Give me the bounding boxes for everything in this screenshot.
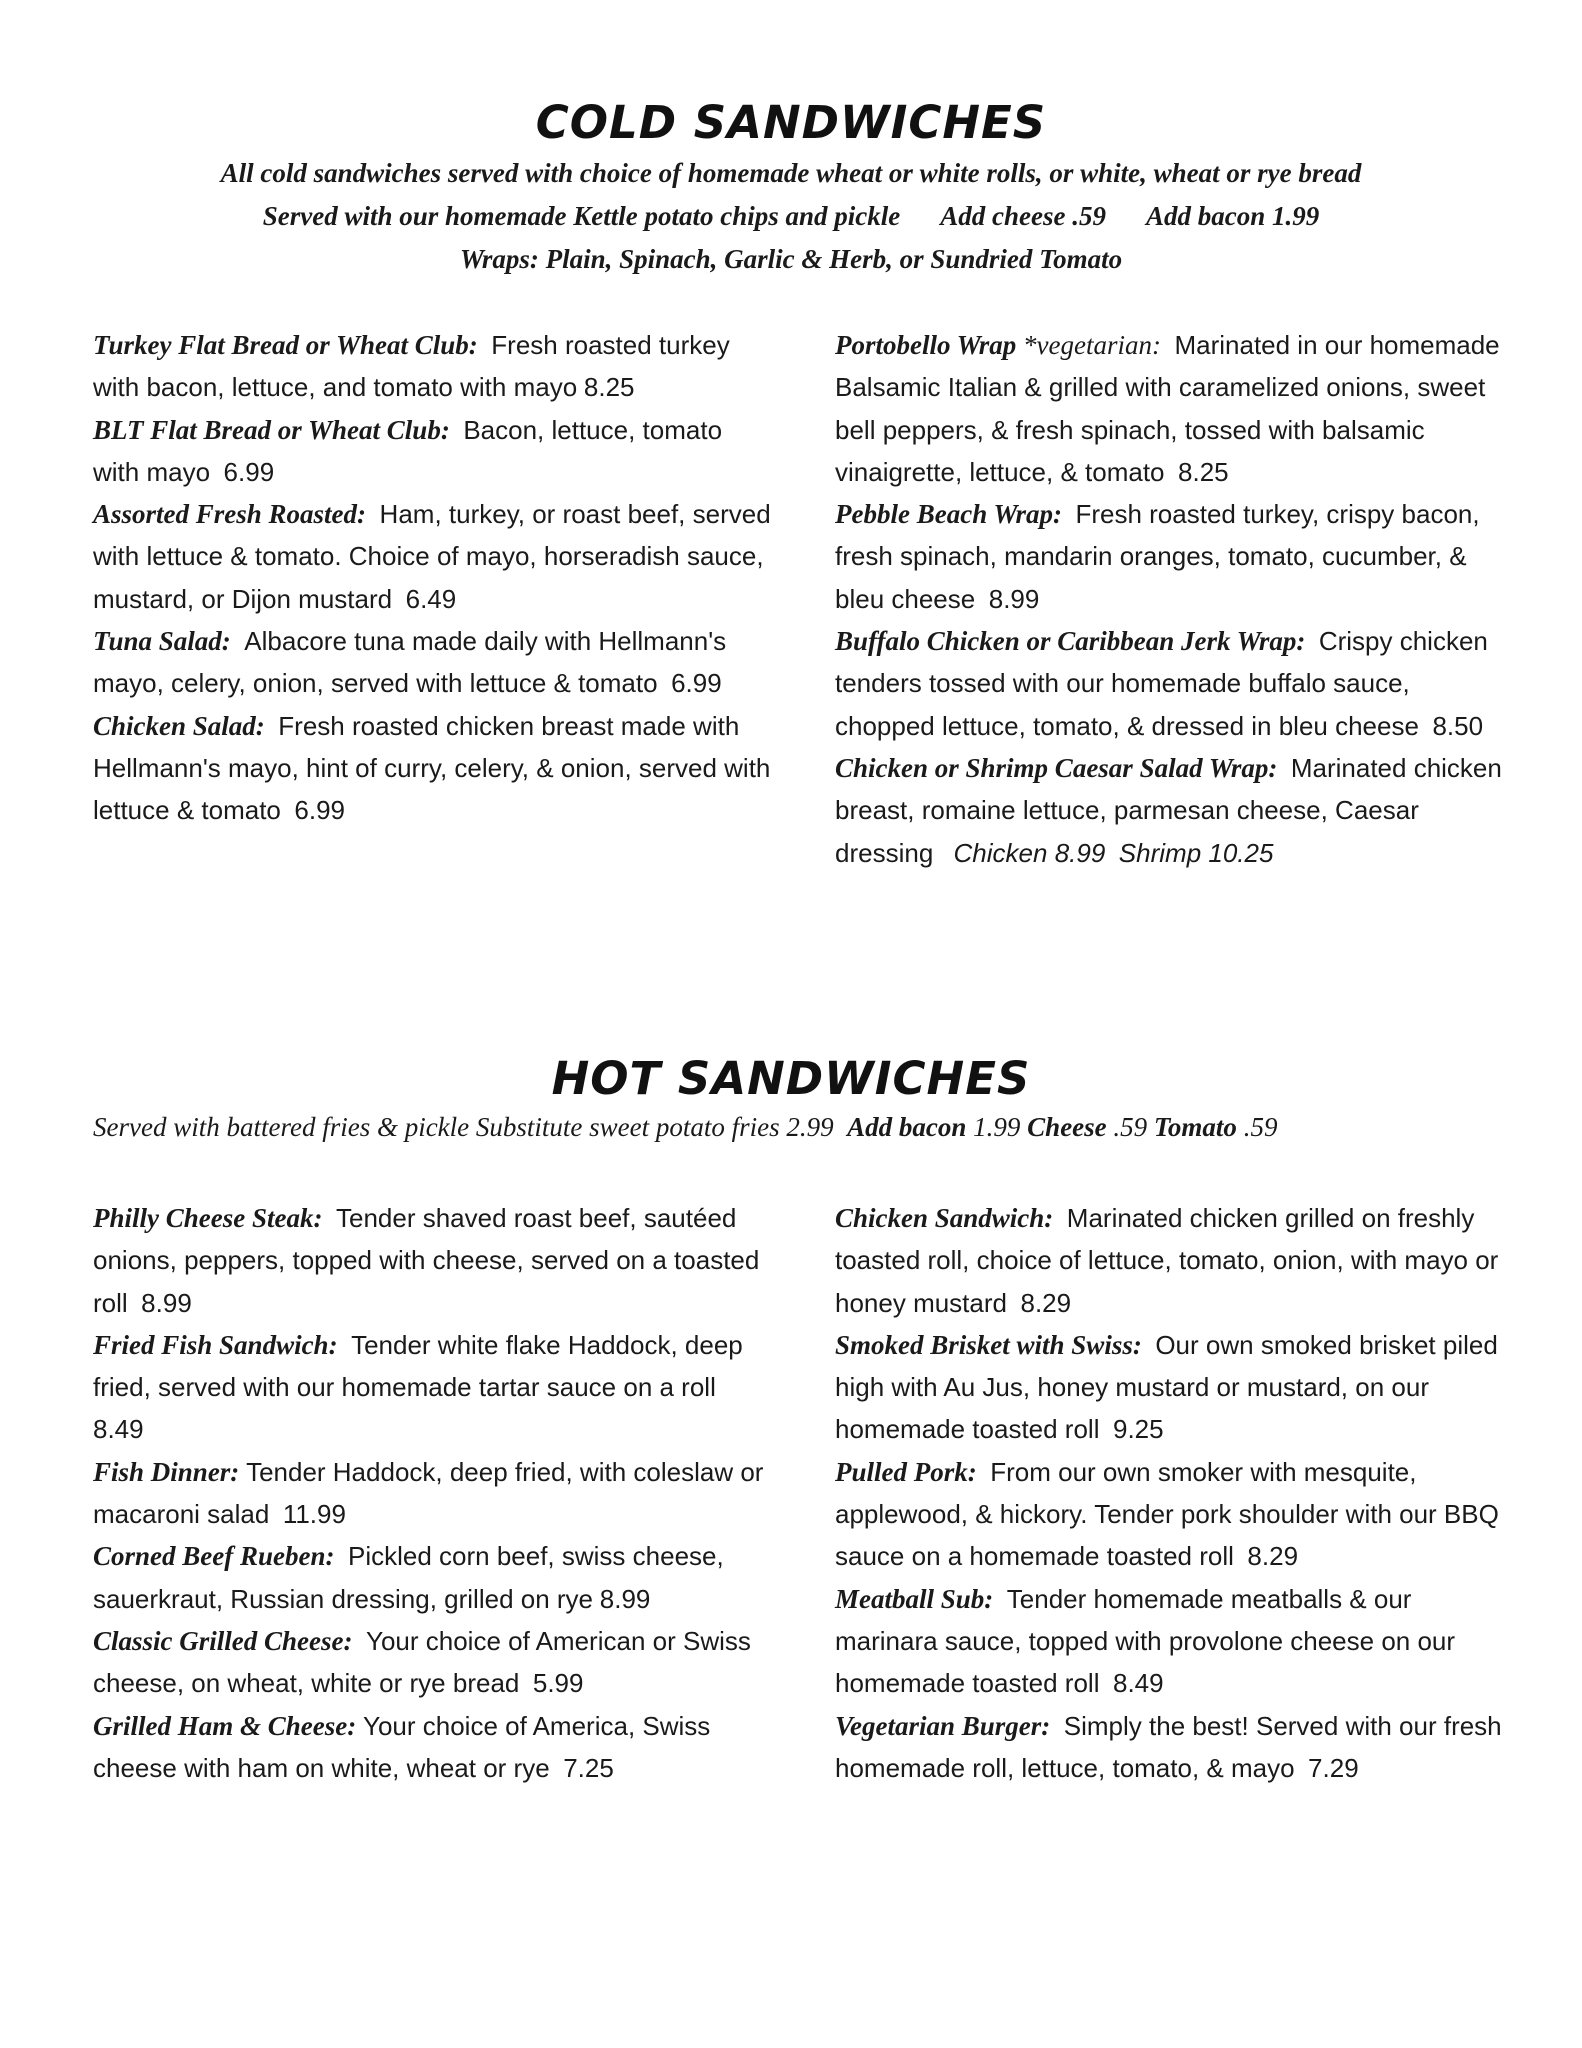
item-name: Buffalo Chicken or Caribbean Jerk Wrap: — [835, 626, 1306, 657]
item-name: Fish Dinner: — [93, 1456, 240, 1487]
menu-item — [835, 1705, 1515, 1790]
item-description: Bacon, lettuce, tomato with mayo — [93, 414, 723, 487]
menu-item — [93, 1705, 773, 1790]
vegetarian-note: *vegetarian: — [1023, 330, 1161, 360]
add-bacon-label: Add bacon — [847, 1112, 967, 1142]
menu-item — [93, 1620, 773, 1705]
menu-item — [93, 493, 773, 620]
add-tomato-label: Tomato — [1153, 1112, 1237, 1142]
item-price: 6.99 — [294, 795, 345, 826]
menu-item — [93, 1451, 773, 1536]
item-price: 8.49 — [93, 1414, 144, 1445]
item-description: Fresh roasted turkey, crispy bacon, fresh spinach, mandarin oranges, tomato, cucumber, & bleu cheese — [835, 499, 1480, 614]
hot-sides-note: Served with battered fries & pickle Substitute sweet potato fries 2.99 — [93, 1112, 834, 1142]
item-price: 6.99 — [671, 668, 722, 699]
add-bacon-price: 1.99 — [973, 1112, 1021, 1142]
menu-item — [835, 747, 1515, 874]
item-description: Marinated chicken grilled on freshly toasted roll, choice of lettuce, tomato, onion, with mayo or honey mustard — [835, 1203, 1499, 1318]
add-cheese-price: .59 — [1113, 1112, 1148, 1142]
item-name: Corned Beef Rueben: — [93, 1541, 335, 1572]
menu-item — [835, 620, 1515, 747]
cold-sandwiches-title: COLD SANDWICHES — [535, 96, 1047, 149]
item-price: 8.99 — [988, 583, 1040, 614]
item-name: Meatball Sub: — [835, 1583, 994, 1614]
item-price: 8.50 — [1432, 710, 1484, 741]
item-price: 8.29 — [1020, 1287, 1072, 1318]
item-name: Smoked Brisket with Swiss: — [835, 1329, 1142, 1360]
item-name: Pebble Beach Wrap: — [835, 499, 1062, 530]
add-tomato-price: .59 — [1243, 1112, 1278, 1142]
item-description: Marinated in our homemade Balsamic Italian & grilled with caramelized onions, sweet bell peppers, & fresh spinach, tossed with balsamic vinaigrette, lettuce, & tomato — [835, 330, 1500, 487]
cold-left-column — [93, 324, 773, 832]
menu-item — [93, 324, 773, 409]
item-name: Fried Fish Sandwich: — [93, 1329, 338, 1360]
hot-sandwiches-title: HOT SANDWICHES — [551, 1052, 1031, 1105]
menu-item — [835, 1578, 1515, 1705]
item-description: Fresh roasted chicken breast made with Hellmann's mayo, hint of curry, celery, & onion, served with lettuce & tomato — [93, 710, 771, 826]
item-description: Tender shaved roast beef, sautéed onions, peppers, topped with cheese, served on a toasted roll — [93, 1203, 760, 1318]
cold-subtitle-line-3: Wraps: Plain, Spinach, Garlic & Herb, or Sundried Tomato — [459, 244, 1123, 274]
cold-sandwiches-subtitle — [0, 152, 1582, 281]
menu-item — [93, 1324, 773, 1451]
item-name: Portobello Wrap — [835, 330, 1017, 360]
hot-right-column — [835, 1197, 1515, 1789]
cold-right-column — [835, 324, 1515, 874]
item-description: Tender homemade meatballs & our marinara sauce, topped with provolone cheese on our homemade toasted roll — [835, 1583, 1456, 1699]
menu-item — [835, 324, 1515, 493]
item-name: Chicken Sandwich: — [835, 1203, 1054, 1233]
item-description: Tender white flake Haddock, deep fried, served with our homemade tartar sauce on a roll — [93, 1329, 743, 1403]
menu-item — [835, 493, 1515, 620]
item-name: Grilled Ham & Cheese: — [93, 1710, 357, 1741]
item-description: Your choice of American or Swiss cheese, on wheat, white or rye bread — [93, 1625, 751, 1699]
item-description: Pickled corn beef, swiss cheese, sauerkraut, Russian dressing, grilled on rye — [93, 1541, 724, 1614]
menu-item — [835, 1451, 1515, 1578]
menu-item — [835, 1197, 1515, 1324]
item-price: 8.25 — [1178, 456, 1229, 487]
menu-item — [93, 409, 773, 494]
item-price: 7.25 — [563, 1752, 614, 1783]
item-description: Ham, turkey, or roast beef, served with lettuce & tomato. Choice of mayo, horseradish sauce, mustard, or Dijon mustard — [93, 499, 771, 614]
item-name: Turkey Flat Bread or Wheat Club: — [93, 330, 478, 360]
item-name: Classic Grilled Cheese: — [93, 1625, 353, 1656]
shrimp-price: Shrimp 10.25 — [1118, 837, 1274, 868]
item-description: Marinated chicken breast, romaine lettuce, parmesan cheese, Caesar dressing — [835, 752, 1502, 868]
cold-subtitle-line-1: All cold sandwiches served with choice of homemade wheat or white rolls, or white, wheat or rye bread — [220, 158, 1362, 188]
menu-item — [93, 1535, 773, 1620]
item-name: BLT Flat Bread or Wheat Club: — [93, 414, 450, 445]
item-price: 11.99 — [282, 1499, 346, 1530]
item-price: 5.99 — [532, 1668, 584, 1699]
item-price: 7.29 — [1308, 1752, 1359, 1783]
item-price: 9.25 — [1112, 1414, 1164, 1445]
add-bacon-note: Add bacon 1.99 — [1145, 201, 1320, 231]
item-price: 8.99 — [141, 1287, 192, 1318]
item-name: Tuna Salad: — [93, 626, 231, 657]
cold-subtitle-line-2 — [0, 195, 1582, 238]
item-description: Your choice of America, Swiss cheese with ham on white, wheat or rye — [93, 1710, 711, 1783]
item-description: From our own smoker with mesquite, applewood, & hickory. Tender pork shoulder with our BBQ sauce on a homemade toasted roll — [835, 1456, 1499, 1572]
menu-item — [93, 705, 773, 832]
item-description: Our own smoked brisket piled high with Au Jus, honey mustard or mustard, on our homemade toasted roll — [835, 1329, 1498, 1445]
item-name: Chicken Salad: — [93, 710, 265, 741]
item-name: Vegetarian Burger: — [835, 1710, 1051, 1741]
item-description: Fresh roasted turkey with bacon, lettuce, and tomato with mayo — [93, 330, 730, 403]
item-price: 8.99 — [599, 1583, 651, 1614]
menu-item — [835, 1324, 1515, 1451]
item-name: Philly Cheese Steak: — [93, 1203, 323, 1233]
item-price: 6.99 — [223, 456, 275, 487]
add-cheese-label: Cheese — [1027, 1112, 1107, 1142]
hot-sandwiches-subtitle — [93, 1112, 1513, 1143]
item-description: Simply the best! Served with our fresh homemade roll, lettuce, tomato, & mayo — [835, 1710, 1502, 1783]
item-description: Tender Haddock, deep fried, with coleslaw or macaroni salad — [93, 1456, 764, 1530]
item-name: Pulled Pork: — [835, 1456, 977, 1487]
hot-left-column — [93, 1197, 773, 1789]
item-description: Albacore tuna made daily with Hellmann's mayo, celery, onion, served with lettuce & tomato — [93, 626, 727, 699]
item-price: 8.29 — [1247, 1541, 1299, 1572]
item-description: Crispy chicken tenders tossed with our homemade buffalo sauce, chopped lettuce, tomato, & dressed in bleu cheese — [835, 626, 1488, 741]
item-name: Chicken or Shrimp Caesar Salad Wrap: — [835, 752, 1278, 783]
menu-item — [93, 620, 773, 705]
item-price: 6.49 — [405, 583, 457, 614]
item-price: 8.49 — [1112, 1668, 1164, 1699]
menu-item — [93, 1197, 773, 1324]
sides-note: Served with our homemade Kettle potato chips and pickle — [262, 201, 901, 231]
add-cheese-note: Add cheese .59 — [940, 201, 1106, 231]
item-name: Assorted Fresh Roasted: — [93, 499, 367, 530]
item-price: 8.25 — [583, 372, 635, 403]
chicken-price: Chicken 8.99 — [953, 837, 1106, 868]
